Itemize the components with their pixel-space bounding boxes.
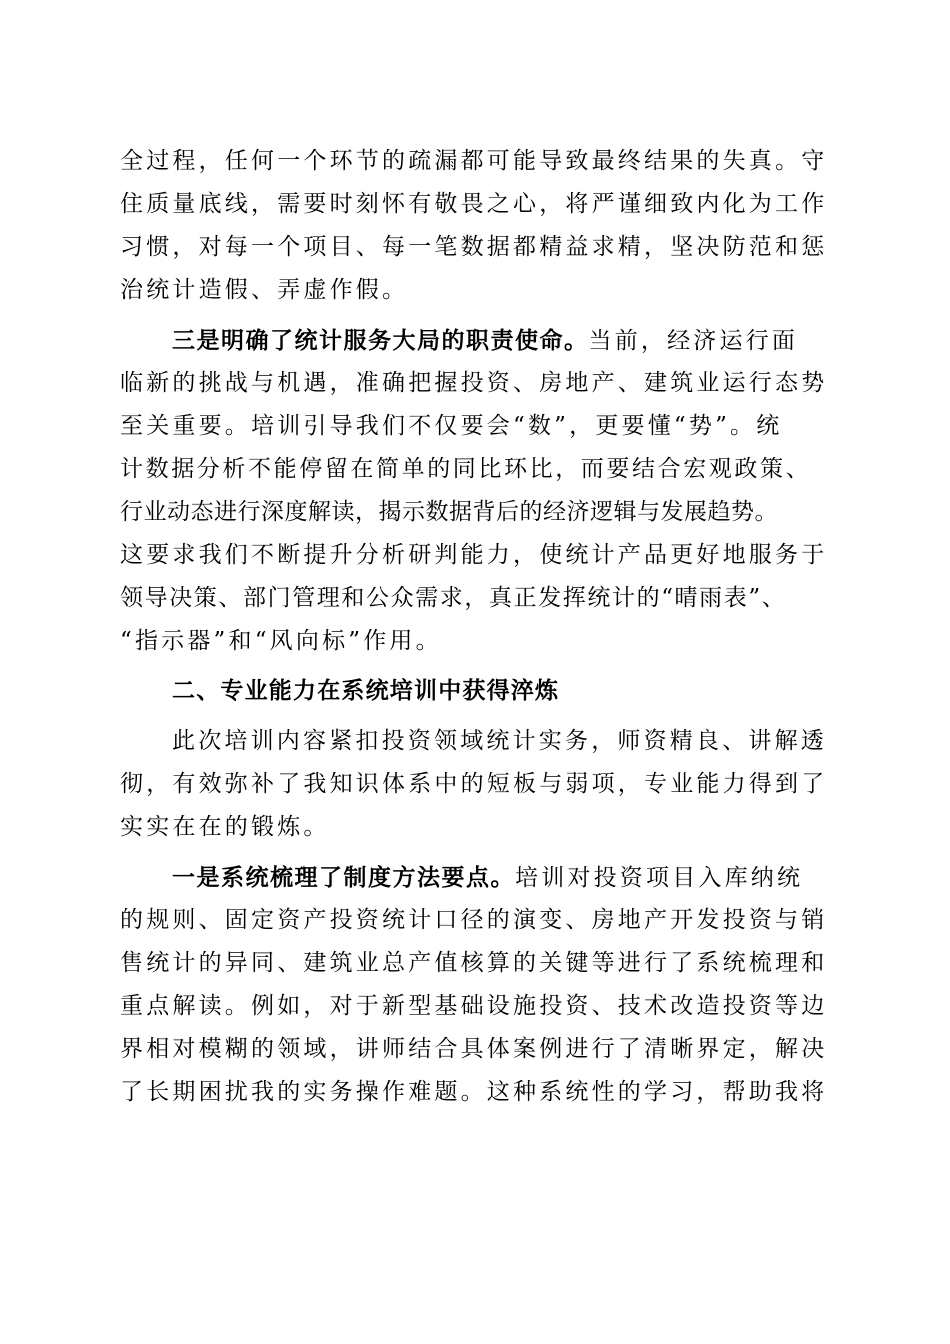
text-line: “指示器”和“风向标”作用。 [120,628,442,654]
text-line: 行业动态进行深度解读，揭示数据背后的经济逻辑与发展趋势。 [120,499,778,525]
text-line: 全过程，任何一个环节的疏漏都可能导致最终结果的失真。守 [120,148,828,174]
paragraph-lead-rest: 当前，经济运行面 [588,328,799,354]
paragraph-quality [120,140,832,312]
text-line: 习惯，对每一个项目、每一笔数据都精益求精，坚决防范和惩 [120,234,828,260]
text-line: 临新的挑战与机遇，准确把握投资、房地产、建筑业运行态势 [120,370,828,396]
text-line: 这要求我们不断提升分析研判能力，使统计产品更好地服务于 [120,542,828,568]
paragraph-lead: 三是明确了统计服务大局的职责使命。 [172,327,589,354]
text-line: 此次培训内容紧扣投资领域统计实务，师资精良、讲解透 [172,728,827,754]
section-heading: 二、专业能力在系统培训中获得淬炼 [172,678,560,704]
text-line: 计数据分析不能停留在简单的同比环比，而要结合宏观政策、 [120,456,812,482]
text-line: 实实在在的锻炼。 [120,814,330,840]
text-line: 住质量底线，需要时刻怀有敬畏之心，将严谨细致内化为工作 [120,191,828,217]
text-line [120,319,832,362]
text-line: 了长期困扰我的实务操作难题。这种系统性的学习，帮助我将 [120,1079,828,1105]
body-text [120,140,832,1114]
text-line: 领导决策、部门管理和公众需求，真正发挥统计的“晴雨表”、 [120,585,787,611]
text-line: 重点解读。例如，对于新型基础设施投资、技术改造投资等边 [120,993,828,1019]
text-line: 售统计的异同、建筑业总产值核算的关键等进行了系统梳理和 [120,950,828,976]
paragraph-lead: 一是系统梳理了制度方法要点。 [172,864,515,891]
text-line: 的规则、固定资产投资统计口径的演变、房地产开发投资与销 [120,907,828,933]
text-line [120,856,832,899]
text-line: 彻，有效弥补了我知识体系中的短板与弱项，专业能力得到了 [120,771,828,797]
paragraph-lead-rest: 培训对投资项目入库纳统 [515,865,804,891]
paragraph-mission [120,319,832,663]
text-line: 治统计造假、弄虚作假。 [120,277,409,303]
paragraph-intro [120,720,832,849]
paragraph-methods [120,856,832,1114]
text-line: 界相对模糊的领域，讲师结合具体案例进行了清晰界定，解决 [120,1036,828,1062]
text-line: 至关重要。培训引导我们不仅要会“数”，更要懂“势”。统 [120,413,783,439]
